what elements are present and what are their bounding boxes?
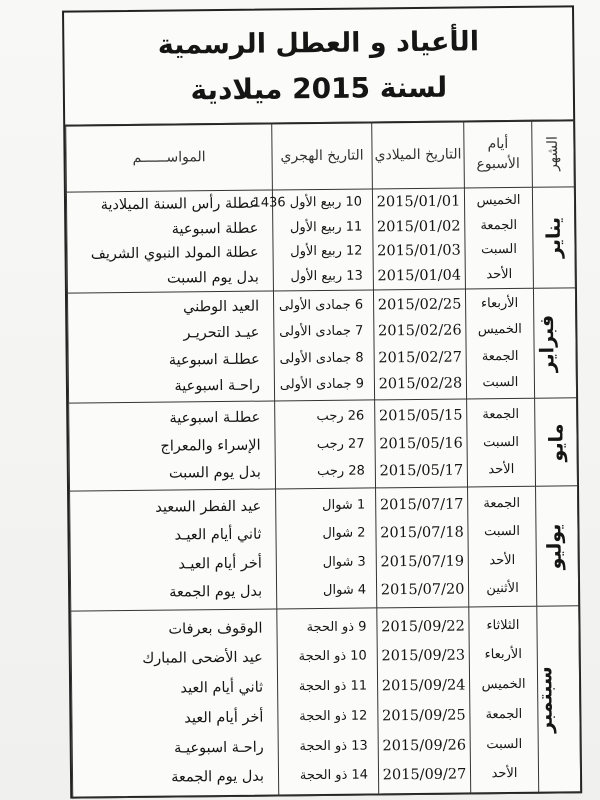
gregorian-date: 2015/07/18 — [380, 524, 464, 542]
day-text: الأحد — [486, 266, 513, 282]
occasion-text: عطلة رأس السنة الميلادية — [100, 196, 259, 214]
occasion-text: أخر أيام العيد — [184, 709, 264, 727]
gregorian-cell — [372, 188, 465, 290]
day-text: الخميس — [481, 676, 526, 693]
occasion-text: الوقوف بعرفات — [168, 620, 263, 638]
occasion-text: عيد الأضحى المبارك — [142, 650, 263, 668]
occasion-text: راحـة اسبوعيـة — [173, 739, 264, 757]
hijri-date: 14 ذو الحجة — [299, 767, 369, 784]
gregorian-date: 2015/09/25 — [382, 707, 466, 725]
hijri-date: 7 جمادى الأولى — [279, 323, 364, 340]
days-cell — [467, 398, 536, 487]
header-row — [66, 120, 575, 192]
month-label-cell: سبتمبر — [537, 606, 581, 793]
header-day: أيام الأسبوع — [464, 120, 533, 188]
day-text: الجمعة — [483, 496, 521, 512]
gregorian-date: 2015/07/20 — [380, 581, 465, 599]
occasion-cell — [67, 291, 274, 403]
title-line-1: الأعياد و العطل الرسمية — [157, 26, 480, 61]
day-text: الخميس — [476, 193, 521, 209]
day-text: الأحد — [491, 766, 518, 782]
occasion-text: عطلة اسبوعية — [171, 220, 259, 238]
gregorian-date: 2015/05/17 — [379, 462, 464, 480]
day-text: الأربعاء — [484, 647, 523, 663]
occasion-text: الإسراء والمعراج — [160, 437, 261, 455]
day-text: الأثنين — [486, 580, 519, 597]
occasion-cell — [70, 489, 277, 611]
gregorian-date: 2015/02/25 — [377, 296, 462, 314]
month-group-may — [69, 398, 578, 491]
hijri-date: 11 ربيع الأول — [289, 219, 363, 236]
hijri-date: 8 جمادى الأولى — [279, 350, 364, 366]
occasion-cell — [71, 609, 279, 798]
occasion-text: ثاني أيام العيد — [180, 679, 264, 697]
holidays-table — [65, 119, 581, 798]
hijri-date: 26 رجب — [316, 408, 365, 425]
day-text: الجمعة — [480, 217, 518, 234]
hijri-cell — [276, 488, 377, 609]
title-box — [64, 7, 573, 126]
month-label-cell: يوليو — [536, 486, 579, 606]
gregorian-date: 2015/02/28 — [378, 375, 463, 393]
hijri-date: 1 شوال — [322, 497, 366, 514]
days-cell — [464, 187, 533, 289]
hijri-date: 12 ذو الحجة — [299, 708, 368, 725]
gregorian-date: 2015/05/15 — [378, 407, 463, 425]
day-text: الأربعاء — [480, 296, 519, 312]
gregorian-date: 2015/09/24 — [381, 677, 466, 695]
occasion-text: بدل يوم السبت — [168, 464, 261, 482]
hijri-date: 9 ذو الحجة — [306, 619, 367, 635]
occasion-text: بدل يوم الجمعة — [169, 583, 263, 601]
holiday-table-frame — [62, 5, 582, 798]
day-text: الخميس — [477, 322, 522, 338]
day-text: الثلاثاء — [486, 617, 520, 633]
gregorian-date: 2015/01/02 — [376, 218, 461, 236]
day-text: السبت — [482, 374, 519, 391]
gregorian-date: 2015/09/23 — [381, 647, 466, 665]
hijri-cell — [277, 608, 379, 796]
title-line-2: لسنة 2015 ميلادية — [190, 70, 448, 107]
day-text: الأحد — [488, 461, 515, 477]
hijri-date: 13 ربيع الأول — [290, 268, 363, 284]
days-cell — [468, 486, 537, 607]
hijri-cell — [273, 290, 374, 401]
header-hijri: التاريخ الهجري — [272, 122, 373, 190]
gregorian-date: 2015/02/26 — [378, 322, 462, 340]
hijri-cell — [275, 400, 376, 489]
occasion-text: العيد الوطني — [183, 298, 260, 316]
gregorian-date: 2015/01/03 — [377, 242, 461, 260]
hijri-date: 4 شوال — [322, 582, 367, 598]
hijri-date: 10 ذو الحجة — [298, 648, 367, 665]
hijri-date: 9 جمادى الأولى — [279, 376, 365, 393]
gregorian-date: 2015/09/27 — [382, 766, 467, 784]
occasion-text: أخر أيام العيـد — [178, 555, 262, 573]
header-gregorian: التاريخ الميلادي — [372, 121, 465, 189]
gregorian-date: 2015/02/27 — [378, 349, 463, 366]
gregorian-cell — [377, 607, 471, 795]
day-text: الجمعة — [481, 348, 519, 364]
header-month: الشهر — [532, 120, 575, 187]
gregorian-date: 2015/07/19 — [380, 553, 465, 570]
month-group-january — [66, 187, 575, 293]
occasion-cell — [69, 401, 276, 491]
hijri-date: 3 شوال — [322, 554, 366, 570]
hijri-date: 11 ذو الحجة — [298, 678, 368, 695]
day-text: الجمعة — [482, 407, 520, 423]
hijri-cell — [252, 189, 373, 291]
gregorian-date: 2015/01/04 — [377, 267, 462, 284]
hijri-date: 10 ربيع الأول 1436 — [252, 194, 363, 212]
gregorian-cell — [376, 487, 469, 608]
hijri-date: 12 ربيع الأول — [290, 243, 363, 260]
gregorian-date: 2015/01/01 — [376, 193, 461, 211]
occasion-text: بدل يوم الجمعة — [171, 768, 265, 786]
day-text: الأحد — [489, 552, 516, 568]
day-text: السبت — [483, 434, 520, 450]
gregorian-date: 2015/07/17 — [379, 496, 464, 514]
day-text: السبت — [486, 736, 523, 752]
header-occasion: المواســــــم — [66, 123, 273, 192]
hijri-date: 28 رجب — [317, 463, 365, 479]
gregorian-date: 2015/09/22 — [381, 618, 465, 636]
occasion-cell — [66, 190, 273, 293]
occasion-text: عطلـة اسبوعية — [169, 409, 261, 427]
month-label-cell: يناير — [532, 187, 575, 288]
occasion-text: راحـة اسبوعية — [174, 377, 261, 395]
month-group-september — [71, 606, 581, 798]
day-text: السبت — [481, 242, 518, 258]
month-group-february — [67, 288, 576, 403]
occasion-text: عيـد التحريـر — [183, 325, 260, 342]
month-label-cell: مايو — [535, 398, 578, 486]
hijri-date: 13 ذو الحجة — [299, 738, 368, 754]
occasion-text: بدل يوم السبت — [166, 269, 259, 287]
day-text: السبت — [483, 524, 520, 540]
hijri-date: 2 شوال — [322, 525, 366, 542]
hijri-date: 27 رجب — [316, 436, 365, 452]
occasion-text: ثاني أيام العيـد — [174, 526, 262, 544]
gregorian-cell — [373, 289, 466, 400]
gregorian-cell — [375, 399, 468, 488]
month-group-july — [70, 486, 579, 611]
gregorian-date: 2015/09/26 — [382, 737, 467, 754]
occasion-text: عطلـة اسبوعية — [168, 351, 260, 369]
month-label-cell: فبراير — [533, 288, 576, 398]
hijri-date: 6 جمادى الأولى — [278, 297, 364, 314]
occasion-text: عطلة المولد النبوي الشريف — [90, 244, 259, 263]
gregorian-date: 2015/05/16 — [379, 435, 463, 452]
day-text: الجمعة — [485, 706, 523, 723]
occasion-text: عيد الفطر السعيد — [155, 498, 262, 516]
